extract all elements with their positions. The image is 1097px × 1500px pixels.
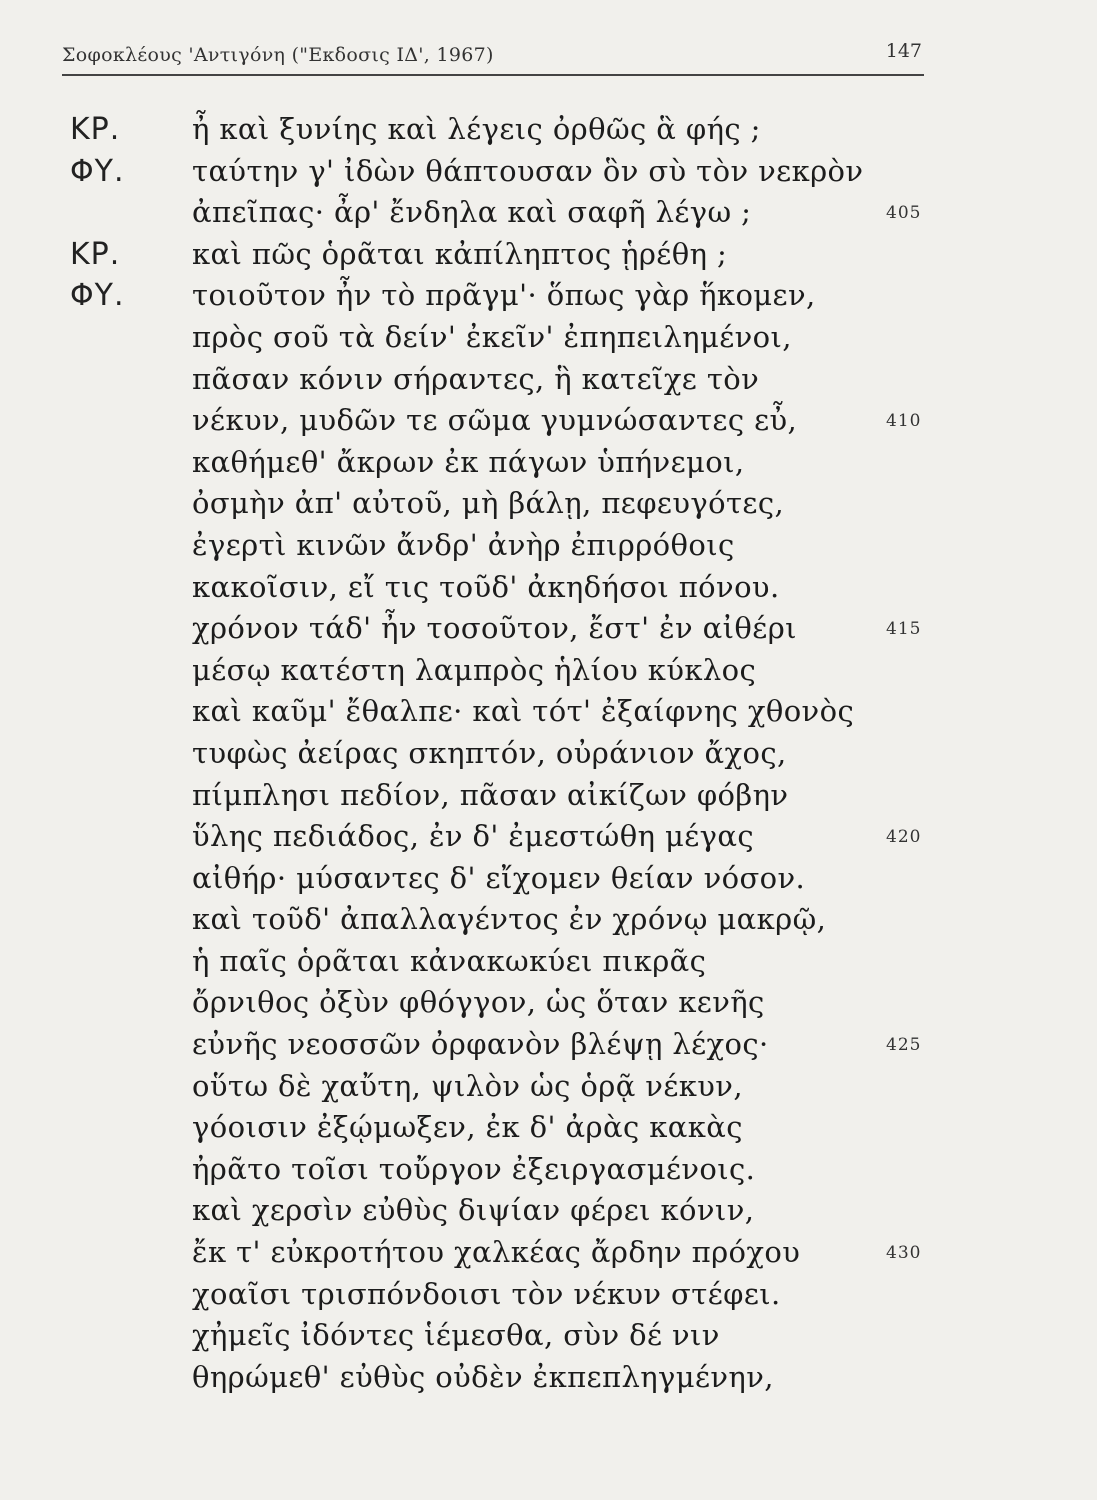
verse-line bbox=[0, 859, 1097, 901]
verse-line bbox=[0, 1108, 1097, 1150]
verse-line bbox=[0, 360, 1097, 402]
verse-line bbox=[0, 1067, 1097, 1109]
verse-line bbox=[0, 900, 1097, 942]
verse-text-line: γόοισιν ἐξῴμωξεν, ἐκ δ' ἀρὰς κακὰς bbox=[192, 1110, 743, 1145]
speaker-label: ΦΥ. bbox=[70, 278, 125, 314]
verse-text-line: νέκυν, μυδῶν τε σῶμα γυμνώσαντες εὖ, bbox=[192, 403, 798, 438]
verse-text-line: καὶ καῦμ' ἔθαλπε· καὶ τότ' ἐξαίφνης χθονὸς bbox=[192, 694, 855, 729]
verse-line bbox=[0, 193, 1097, 235]
line-number: 425 bbox=[886, 1035, 922, 1056]
verse-text-line: πρὸς σοῦ τὰ δείν' ἐκεῖν' ἐπηπειλημένοι, bbox=[192, 319, 792, 354]
verse-line bbox=[0, 318, 1097, 360]
verse-text-line: μέσῳ κατέστη λαμπρὸς ἡλίου κύκλος bbox=[192, 652, 757, 687]
verse-text-line: χἠμεῖς ἰδόντες ἱέμεσθα, σὺν δέ νιν bbox=[192, 1318, 720, 1353]
verse-text bbox=[0, 110, 1097, 1399]
verse-line bbox=[0, 942, 1097, 984]
verse-text-line: ὀσμὴν ἀπ' αὐτοῦ, μὴ βάλῃ, πεφευγότες, bbox=[192, 486, 785, 521]
verse-line bbox=[0, 401, 1097, 443]
verse-text-line: ταύτην γ' ἰδὼν θάπτουσαν ὃν σὺ τὸν νεκρὸν bbox=[192, 153, 864, 188]
speaker-label: ΚΡ. bbox=[70, 112, 121, 147]
line-number: 420 bbox=[886, 827, 922, 848]
running-title: Σοφοκλέους 'Αντιγόνη ("Εκδοσις ΙΔ', 1967) bbox=[62, 44, 494, 66]
verse-text-line: χοαῖσι τρισπόνδοισι τὸν νέκυν στέφει. bbox=[192, 1276, 781, 1311]
verse-line bbox=[0, 1150, 1097, 1192]
speaker-label: ΚΡ. bbox=[70, 236, 121, 272]
verse-text-line: ἡ παῖς ὁρᾶται κἀνακωκύει πικρᾶς bbox=[192, 943, 707, 978]
verse-text-line: καὶ τοῦδ' ἀπαλλαγέντος ἐν χρόνῳ μακρῷ, bbox=[192, 902, 827, 937]
line-number: 410 bbox=[886, 411, 922, 432]
verse-line bbox=[0, 110, 1097, 152]
line-number: 430 bbox=[886, 1243, 922, 1264]
line-number: 415 bbox=[886, 619, 922, 640]
verse-line bbox=[0, 484, 1097, 526]
verse-text-line: τυφὼς ἀείρας σκηπτόν, οὐράνιον ἄχος, bbox=[192, 735, 787, 770]
verse-line bbox=[0, 734, 1097, 776]
verse-text-line: καὶ χερσὶν εὐθὺς διψίαν φέρει κόνιν, bbox=[192, 1193, 755, 1228]
verse-line bbox=[0, 443, 1097, 485]
verse-line bbox=[0, 152, 1097, 194]
verse-line bbox=[0, 1316, 1097, 1358]
verse-text-line: καὶ πῶς ὁρᾶται κἀπίληπτος ᾑρέθη ; bbox=[192, 236, 728, 271]
verse-line bbox=[0, 526, 1097, 568]
verse-line bbox=[0, 1191, 1097, 1233]
verse-line bbox=[0, 609, 1097, 651]
speaker-label: ΦΥ. bbox=[70, 153, 125, 189]
verse-text-line: ἠρᾶτο τοῖσι τοὔργον ἐξειργασμένοις. bbox=[192, 1151, 756, 1186]
running-header bbox=[62, 36, 930, 76]
verse-text-line: καθήμεθ' ἄκρων ἐκ πάγων ὑπήνεμοι, bbox=[192, 444, 745, 479]
verse-text-line: ὄρνιθος ὀξὺν φθόγγον, ὡς ὅταν κενῆς bbox=[192, 985, 765, 1020]
verse-text-line: ὕλης πεδιάδος, ἐν δ' ἐμεστώθη μέγας bbox=[192, 819, 754, 854]
verse-line bbox=[0, 1025, 1097, 1067]
verse-text-line: ἐγερτὶ κινῶν ἄνδρ' ἀνὴρ ἐπιρρόθοις bbox=[192, 527, 735, 562]
verse-text-line: τοιοῦτον ἦν τὸ πρᾶγμ'· ὅπως γὰρ ἥκομεν, bbox=[192, 278, 816, 313]
verse-text-line: εὐνῆς νεοσσῶν ὀρφανὸν βλέψῃ λέχος· bbox=[192, 1027, 769, 1062]
line-number: 405 bbox=[886, 203, 922, 224]
verse-text-line: ἀπεῖπας· ἆρ' ἔνδηλα καὶ σαφῆ λέγω ; bbox=[192, 195, 752, 230]
verse-text-line: ἦ καὶ ξυνίης καὶ λέγεις ὀρθῶς ἃ φής ; bbox=[192, 112, 761, 146]
page-number: 147 bbox=[885, 40, 922, 62]
verse-line bbox=[0, 1275, 1097, 1317]
verse-line bbox=[0, 1358, 1097, 1400]
verse-line bbox=[0, 776, 1097, 818]
verse-text-line: πᾶσαν κόνιν σήραντες, ἣ κατεῖχε τὸν bbox=[192, 361, 760, 396]
verse-text-line: κακοῖσιν, εἴ τις τοῦδ' ἀκηδήσοι πόνου. bbox=[192, 569, 780, 604]
verse-line bbox=[0, 983, 1097, 1025]
verse-text-line: ἔκ τ' εὐκροτήτου χαλκέας ἄρδην πρόχου bbox=[192, 1235, 801, 1270]
verse-line bbox=[0, 1233, 1097, 1275]
verse-line bbox=[0, 651, 1097, 693]
verse-line bbox=[0, 276, 1097, 318]
header-rule bbox=[62, 74, 924, 76]
verse-text-line: θηρώμεθ' εὐθὺς οὐδὲν ἐκπεπληγμένην, bbox=[192, 1359, 774, 1394]
verse-text-line: χρόνον τάδ' ἦν τοσοῦτον, ἔστ' ἐν αἰθέρι bbox=[192, 611, 797, 646]
verse-text-line: αἰθήρ· μύσαντες δ' εἴχομεν θείαν νόσον. bbox=[192, 860, 806, 895]
verse-text-line: οὕτω δὲ χαὔτη, ψιλὸν ὡς ὁρᾷ νέκυν, bbox=[192, 1068, 743, 1103]
verse-line bbox=[0, 568, 1097, 610]
verse-line bbox=[0, 692, 1097, 734]
verse-text-line: πίμπλησι πεδίον, πᾶσαν αἰκίζων φόβην bbox=[192, 777, 789, 812]
verse-line bbox=[0, 235, 1097, 277]
verse-line bbox=[0, 817, 1097, 859]
